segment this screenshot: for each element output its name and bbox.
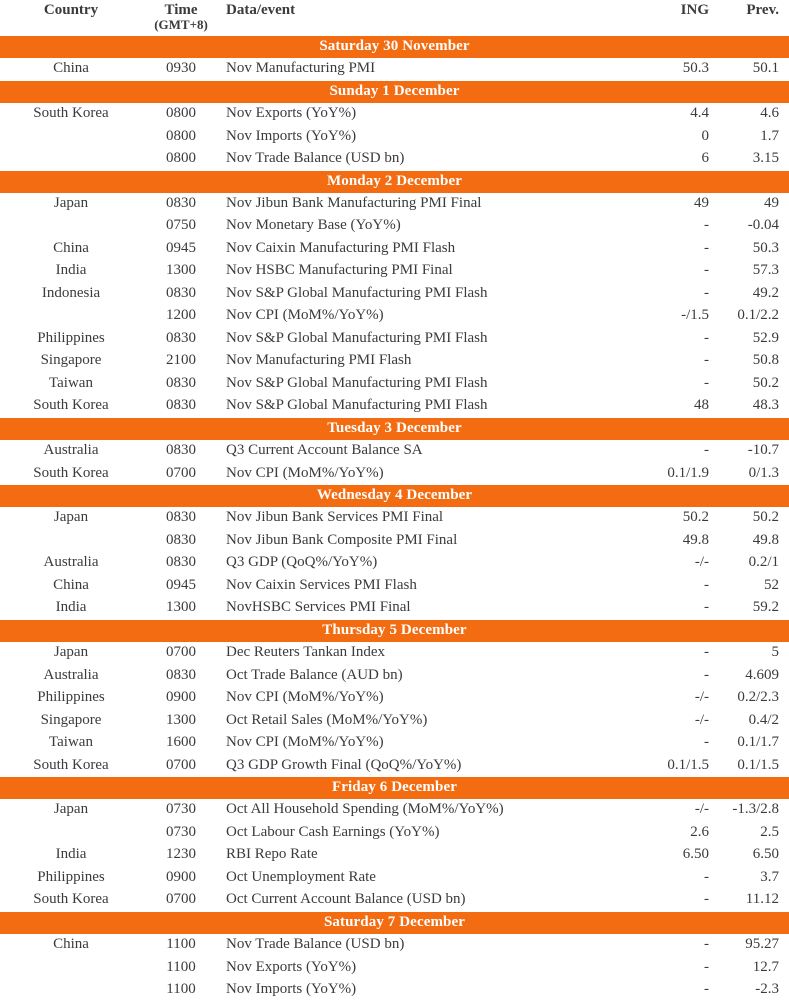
day-separator-row	[0, 485, 789, 507]
event-ing-forecast: -	[704, 981, 709, 998]
event-description: Nov HSBC Manufacturing PMI Final	[226, 262, 453, 279]
table-row	[0, 732, 789, 755]
event-description: Oct Retail Sales (MoM%/YoY%)	[226, 711, 428, 728]
table-row	[0, 373, 789, 396]
table-row	[0, 844, 789, 867]
event-country: Australia	[43, 442, 99, 459]
event-time: 1100	[166, 981, 196, 998]
event-country	[0, 822, 142, 845]
event-description: Nov CPI (MoM%/YoY%)	[226, 689, 384, 706]
event-ing-forecast: -	[704, 217, 709, 234]
day-label: Monday 2 December	[0, 171, 789, 193]
event-previous-value: 1.7	[760, 127, 779, 144]
event-previous-value: 3.15	[752, 150, 779, 167]
event-previous-value: 52	[764, 576, 779, 593]
event-time: 0830	[166, 397, 196, 414]
event-ing-forecast: -	[704, 734, 709, 751]
event-country: Philippines	[37, 868, 105, 885]
event-ing-forecast: -/-	[694, 689, 709, 706]
event-ing-forecast: -	[704, 936, 709, 953]
table-row	[0, 103, 789, 126]
event-time: 0800	[166, 105, 196, 122]
event-description: RBI Repo Rate	[226, 846, 318, 863]
column-header-time-label: Time	[164, 2, 198, 18]
event-time: 0700	[166, 464, 196, 481]
column-header-time-sublabel: (GMT+8)	[154, 17, 208, 33]
event-time: 0730	[166, 801, 196, 818]
event-country: Taiwan	[49, 374, 93, 391]
event-previous-value: 11.12	[745, 891, 779, 908]
table-row	[0, 328, 789, 351]
table-row	[0, 58, 789, 81]
day-separator-row	[0, 81, 789, 103]
event-ing-forecast: -	[704, 599, 709, 616]
table-row	[0, 395, 789, 418]
event-description: Nov Manufacturing PMI Flash	[226, 352, 412, 369]
event-ing-forecast: -	[704, 868, 709, 885]
event-ing-forecast: 50.3	[682, 60, 709, 77]
event-country	[0, 215, 142, 238]
event-description: Nov Caixin Manufacturing PMI Flash	[226, 239, 456, 256]
event-previous-value: 0.1/1.7	[737, 734, 779, 751]
table-header	[0, 0, 789, 36]
event-description: Nov Trade Balance (USD bn)	[226, 150, 405, 167]
table-row	[0, 867, 789, 890]
event-time: 1200	[166, 307, 196, 324]
day-separator-row	[0, 171, 789, 193]
event-time: 0800	[166, 150, 196, 167]
event-description: Nov Exports (YoY%)	[226, 105, 357, 122]
column-header-country: Country	[43, 2, 99, 18]
event-description: Q3 Current Account Balance SA	[226, 442, 423, 459]
event-description: Nov CPI (MoM%/YoY%)	[226, 464, 384, 481]
event-country	[0, 979, 142, 1002]
event-description: Q3 GDP (QoQ%/YoY%)	[226, 554, 378, 571]
table-row	[0, 260, 789, 283]
event-ing-forecast: -	[704, 374, 709, 391]
event-previous-value: -1.3/2.8	[732, 801, 779, 818]
event-description: Oct All Household Spending (MoM%/YoY%)	[226, 801, 504, 818]
event-ing-forecast: -	[704, 644, 709, 661]
event-time: 1600	[166, 734, 196, 751]
event-previous-value: 0/1.3	[748, 464, 779, 481]
table-row	[0, 463, 789, 486]
day-label: Saturday 30 November	[0, 36, 789, 58]
event-description: Nov Imports (YoY%)	[226, 127, 357, 144]
event-description: Nov Exports (YoY%)	[226, 958, 357, 975]
event-country	[0, 148, 142, 171]
table-row	[0, 552, 789, 575]
event-country: China	[53, 936, 89, 953]
event-time: 0945	[166, 576, 196, 593]
event-previous-value: 49.2	[752, 284, 779, 301]
event-country: India	[55, 846, 87, 863]
event-previous-value: 0.2/2.3	[737, 689, 779, 706]
event-previous-value: 0.2/1	[748, 554, 779, 571]
event-ing-forecast: 0.1/1.5	[667, 756, 709, 773]
table-row	[0, 934, 789, 957]
event-country: Japan	[53, 509, 89, 526]
event-description: NovHSBC Services PMI Final	[226, 599, 411, 616]
event-ing-forecast: -/-	[694, 711, 709, 728]
column-header-prev: Prev.	[746, 2, 779, 18]
event-ing-forecast: -	[704, 958, 709, 975]
event-country: Taiwan	[49, 734, 93, 751]
event-ing-forecast: -	[704, 666, 709, 683]
table-row	[0, 642, 789, 665]
event-previous-value: 50.2	[752, 374, 779, 391]
event-previous-value: 2.5	[760, 823, 779, 840]
table-row	[0, 193, 789, 216]
event-ing-forecast: 0.1/1.9	[667, 464, 709, 481]
day-separator-row	[0, 912, 789, 934]
event-ing-forecast: 50.2	[682, 509, 709, 526]
event-time: 0830	[166, 531, 196, 548]
event-description: Nov Manufacturing PMI	[226, 60, 376, 77]
day-label: Sunday 1 December	[0, 81, 789, 103]
event-ing-forecast: -	[704, 891, 709, 908]
event-country: Japan	[53, 801, 89, 818]
event-country: Singapore	[40, 711, 102, 728]
event-country: China	[53, 239, 89, 256]
event-country	[0, 305, 142, 328]
event-country: South Korea	[33, 891, 109, 908]
day-separator-row	[0, 620, 789, 642]
event-country: China	[53, 60, 89, 77]
day-separator-row	[0, 418, 789, 440]
event-time: 0830	[166, 284, 196, 301]
event-previous-value: 52.9	[752, 329, 779, 346]
event-previous-value: 0.1/1.5	[737, 756, 779, 773]
event-ing-forecast: -	[704, 239, 709, 256]
event-time: 0700	[166, 756, 196, 773]
event-country: Japan	[53, 194, 89, 211]
table-row	[0, 283, 789, 306]
event-time: 0830	[166, 374, 196, 391]
event-previous-value: 50.8	[752, 352, 779, 369]
table-row	[0, 710, 789, 733]
event-previous-value: 50.2	[752, 509, 779, 526]
event-ing-forecast: -	[704, 442, 709, 459]
event-time: 0930	[166, 60, 196, 77]
event-country	[0, 126, 142, 149]
event-time: 0800	[166, 127, 196, 144]
event-description: Nov S&P Global Manufacturing PMI Flash	[226, 374, 488, 391]
event-previous-value: 48.3	[752, 397, 779, 414]
table-row	[0, 755, 789, 778]
event-time: 0830	[166, 194, 196, 211]
event-country: Singapore	[40, 352, 102, 369]
event-country: India	[55, 599, 87, 616]
table-row	[0, 979, 789, 1002]
event-time: 0900	[166, 868, 196, 885]
event-previous-value: 4.6	[760, 105, 779, 122]
event-previous-value: 0.1/2.2	[737, 307, 779, 324]
table-row	[0, 597, 789, 620]
event-country	[0, 957, 142, 980]
event-time: 1300	[166, 599, 196, 616]
event-country: Indonesia	[41, 284, 101, 301]
event-time: 0750	[166, 217, 196, 234]
event-ing-forecast: -	[704, 284, 709, 301]
event-time: 0830	[166, 554, 196, 571]
event-description: Oct Labour Cash Earnings (YoY%)	[226, 823, 440, 840]
event-time: 1300	[166, 262, 196, 279]
event-ing-forecast: -/1.5	[681, 307, 709, 324]
event-time: 1100	[166, 958, 196, 975]
event-ing-forecast: -/-	[694, 554, 709, 571]
table-row	[0, 889, 789, 912]
event-ing-forecast: -	[704, 352, 709, 369]
event-country: Philippines	[37, 329, 105, 346]
column-header-event: Data/event	[226, 2, 296, 18]
event-description: Nov Monetary Base (YoY%)	[226, 217, 401, 234]
event-description: Oct Current Account Balance (USD bn)	[226, 891, 466, 908]
table-row	[0, 957, 789, 980]
table-row	[0, 148, 789, 171]
event-description: Nov Jibun Bank Manufacturing PMI Final	[226, 194, 482, 211]
table-row	[0, 822, 789, 845]
event-ing-forecast: -	[704, 262, 709, 279]
event-time: 1300	[166, 711, 196, 728]
table-row	[0, 440, 789, 463]
event-time: 0900	[166, 689, 196, 706]
event-ing-forecast: -	[704, 329, 709, 346]
event-previous-value: 49	[764, 194, 779, 211]
event-country: China	[53, 576, 89, 593]
event-previous-value: 3.7	[760, 868, 779, 885]
event-description: Oct Unemployment Rate	[226, 868, 376, 885]
event-previous-value: 0.4/2	[748, 711, 779, 728]
table-row	[0, 530, 789, 553]
event-country: South Korea	[33, 756, 109, 773]
event-country: South Korea	[33, 464, 109, 481]
event-ing-forecast: 0	[701, 127, 709, 144]
event-time: 0700	[166, 644, 196, 661]
event-description: Nov S&P Global Manufacturing PMI Flash	[226, 397, 488, 414]
event-ing-forecast: 49.8	[682, 531, 709, 548]
event-description: Nov S&P Global Manufacturing PMI Flash	[226, 284, 488, 301]
event-ing-forecast: 2.6	[690, 823, 709, 840]
event-ing-forecast: 6.50	[682, 846, 709, 863]
table-row	[0, 507, 789, 530]
event-time: 1230	[166, 846, 196, 863]
table-row	[0, 350, 789, 373]
day-label: Saturday 7 December	[0, 912, 789, 934]
event-previous-value: -0.04	[747, 217, 779, 234]
event-previous-value: -10.7	[747, 442, 779, 459]
event-description: Nov Imports (YoY%)	[226, 981, 357, 998]
day-label: Friday 6 December	[0, 777, 789, 799]
event-previous-value: 95.27	[745, 936, 779, 953]
day-separator-row	[0, 777, 789, 799]
table-row	[0, 799, 789, 822]
event-time: 2100	[166, 352, 196, 369]
event-ing-forecast: -	[704, 576, 709, 593]
event-country: Philippines	[37, 689, 105, 706]
event-previous-value: 50.3	[752, 239, 779, 256]
event-country: South Korea	[33, 397, 109, 414]
event-description: Oct Trade Balance (AUD bn)	[226, 666, 403, 683]
event-description: Nov S&P Global Manufacturing PMI Flash	[226, 329, 488, 346]
day-label: Wednesday 4 December	[0, 485, 789, 507]
event-previous-value: 4.609	[745, 666, 779, 683]
event-time: 0700	[166, 891, 196, 908]
event-time: 0730	[166, 823, 196, 840]
event-previous-value: -2.3	[755, 981, 779, 998]
event-country: India	[55, 262, 87, 279]
event-country: Japan	[53, 644, 89, 661]
event-time: 0830	[166, 666, 196, 683]
event-time: 0945	[166, 239, 196, 256]
header-row	[0, 0, 789, 36]
event-previous-value: 5	[771, 644, 779, 661]
table-row	[0, 575, 789, 598]
event-previous-value: 6.50	[752, 846, 779, 863]
event-country: South Korea	[33, 105, 109, 122]
table-row	[0, 238, 789, 261]
event-previous-value: 57.3	[752, 262, 779, 279]
table-body	[0, 36, 789, 1002]
event-ing-forecast: 6	[701, 150, 709, 167]
event-time: 0830	[166, 509, 196, 526]
event-description: Q3 GDP Growth Final (QoQ%/YoY%)	[226, 756, 462, 773]
event-ing-forecast: 48	[694, 397, 709, 414]
event-description: Dec Reuters Tankan Index	[226, 644, 386, 661]
event-previous-value: 12.7	[752, 958, 779, 975]
event-time: 0830	[166, 329, 196, 346]
event-ing-forecast: -/-	[694, 801, 709, 818]
event-time: 0830	[166, 442, 196, 459]
table-row	[0, 665, 789, 688]
event-description: Nov Caixin Services PMI Flash	[226, 576, 417, 593]
event-description: Nov Jibun Bank Composite PMI Final	[226, 531, 458, 548]
day-separator-row	[0, 36, 789, 58]
column-header-ing: ING	[680, 2, 709, 18]
day-label: Thursday 5 December	[0, 620, 789, 642]
day-label: Tuesday 3 December	[0, 418, 789, 440]
event-ing-forecast: 49	[694, 194, 709, 211]
table-row	[0, 305, 789, 328]
event-country: Australia	[43, 554, 99, 571]
event-description: Nov CPI (MoM%/YoY%)	[226, 734, 384, 751]
table-row	[0, 687, 789, 710]
event-previous-value: 49.8	[752, 531, 779, 548]
table-row	[0, 126, 789, 149]
event-ing-forecast: 4.4	[690, 105, 709, 122]
event-country: Australia	[43, 666, 99, 683]
event-previous-value: 50.1	[752, 60, 779, 77]
column-header-time	[142, 0, 220, 36]
event-country	[0, 530, 142, 553]
event-description: Nov Trade Balance (USD bn)	[226, 936, 405, 953]
event-description: Nov Jibun Bank Services PMI Final	[226, 509, 444, 526]
event-previous-value: 59.2	[752, 599, 779, 616]
event-time: 1100	[166, 936, 196, 953]
table-row	[0, 215, 789, 238]
event-description: Nov CPI (MoM%/YoY%)	[226, 307, 384, 324]
